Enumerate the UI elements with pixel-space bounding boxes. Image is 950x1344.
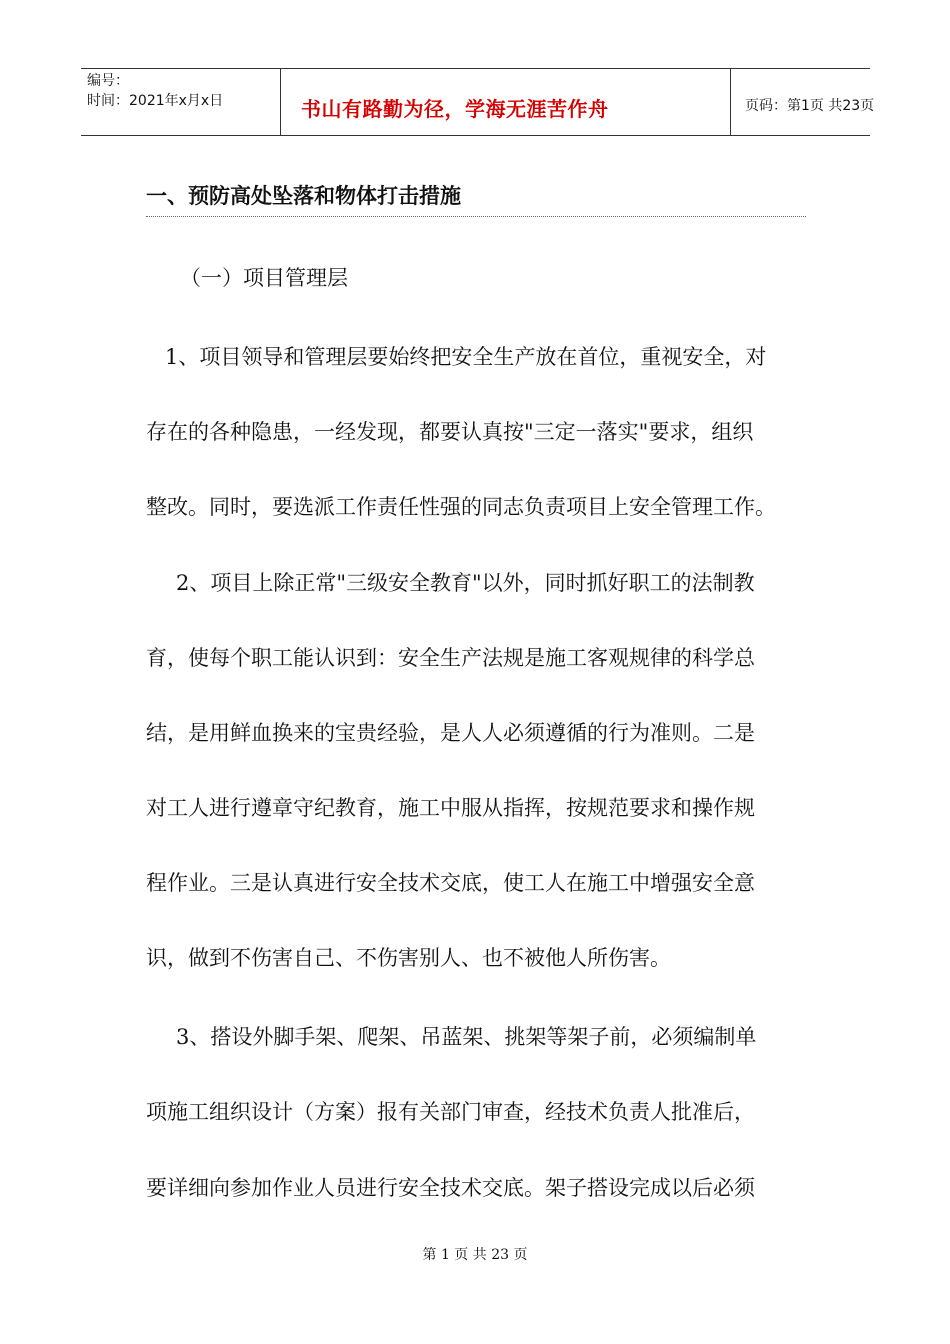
document-header	[81, 68, 875, 136]
body-line-7: 对工人进行遵章守纪教育，施工中服从指挥，按规范要求和操作规	[146, 796, 755, 820]
heading-divider	[146, 216, 806, 217]
body-line-6: 结，是用鲜血换来的宝贵经验，是人人必须遵循的行为准则。二是	[146, 721, 755, 745]
header-page-cell	[731, 69, 875, 135]
subsection-heading: （一）项目管理层	[180, 266, 348, 290]
page-footer: 第 1 页 共 23 页	[422, 1247, 528, 1263]
body-line-11: 项施工组织设计（方案）报有关部门审查，经技术负责人批准后，	[146, 1100, 755, 1124]
body-line-5: 育，使每个职工能认识到：安全生产法规是施工客观规律的科学总	[146, 646, 755, 670]
body-line-8: 程作业。三是认真进行安全技术交底，使工人在施工中增强安全意	[146, 871, 755, 895]
body-line-10: 3、搭设外脚手架、爬架、吊蓝架、挑架等架子前，必须编制单	[176, 1025, 757, 1049]
body-line-9: 识，做到不伤害自己、不伤害别人、也不被他人所伤害。	[146, 946, 671, 970]
body-line-4: 2、项目上除正常"三级安全教育"以外，同时抓好职工的法制教	[176, 571, 755, 595]
section-heading: 一、预防高处坠落和物体打击措施	[146, 184, 461, 208]
body-line-2: 存在的各种隐患，一经发现，都要认真按"三定一落实"要求，组织	[146, 420, 754, 444]
body-line-3: 整改。同时，要选派工作责任性强的同志负责项目上安全管理工作。	[146, 495, 776, 519]
body-line-1: 1、项目领导和管理层要始终把安全生产放在首位，重视安全，对	[165, 345, 767, 369]
header-meta-cell	[81, 69, 281, 135]
date-label: 时间：2021年x月x日	[87, 93, 224, 109]
body-line-12: 要详细向参加作业人员进行安全技术交底。架子搭设完成以后必须	[146, 1176, 755, 1200]
number-label: 编号：	[87, 73, 129, 89]
motto-text: 书山有路勤为径，学海无涯苦作舟	[301, 97, 609, 121]
header-page-number: 页码：第1页 共23页	[745, 98, 875, 114]
header-motto-cell	[281, 69, 731, 135]
